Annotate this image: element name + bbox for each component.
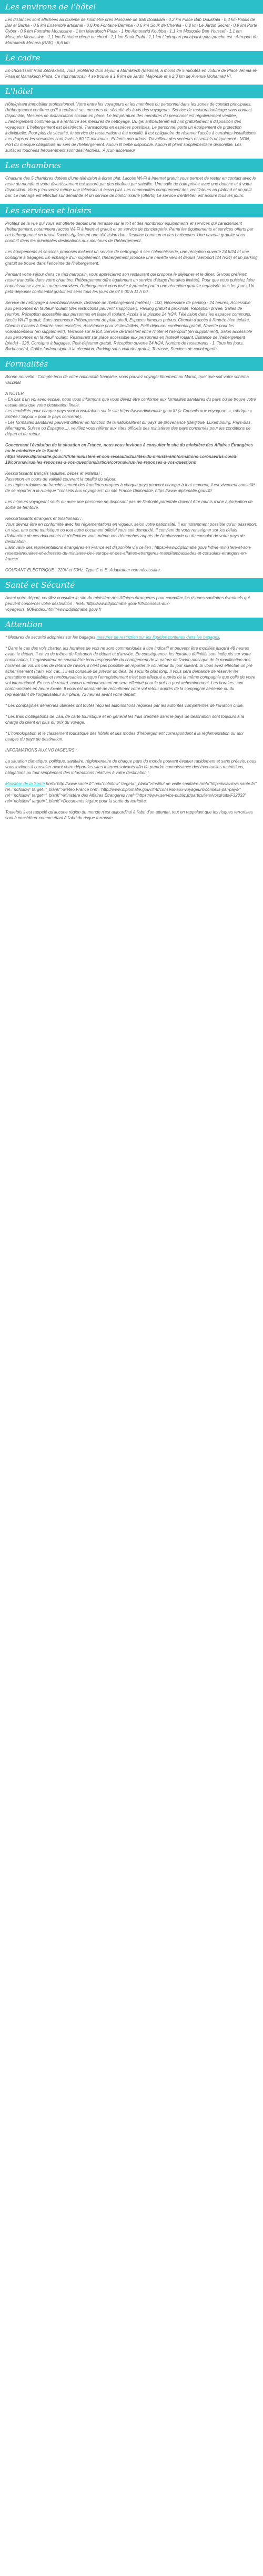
section-body-hotel [0,98,263,159]
section-title-hotel: L'hôtel [0,85,263,98]
section-title-chambres: Les chambres [0,159,263,172]
paragraph: La situation climatique, politique, sanitaire, réglementaire de chaque pays du monde pouvant évoluer rapidement et sans préavis, nous vous invitons à consulter avant votre départ les sites Internet suivants afin de prendre connaissance des éventuelles restrictions, obligations ou tout simplement des informations relatives à votre destination : [5,759,257,775]
paragraph: Les distances sont affichées au dixième de kilomètre près Mosquée de Bab Doukkala - 0,2 km Place Bab Doukkala - 0,3 km Palais de Dar el Bacha - 0,5 km Ensemble artisanal - 0,6 km Fontaine Berrima - 0,6 km Souk de Cherifia - 0,8 km Le Jardin Secret - 0,9 km Porte Cyber - 0,9 km Fontaine Mouassine - 1 km Marrakech Plaza - 1 km Almoravid Koubba - 1,1 km Mosquée Ben Youssef - 1,1 km Mosquée Mouassine - 1,1 km Fontaine chrob ou chouf - 1,1 km Souk Zrabi - 1,1 km L'aéroport principal le plus proche est : Aéroport de Marrakech Menara (RAK) - 6,6 km [5,17,258,45]
paragraph: * L'homologation et le classement touristique des hôtels et des modes d'hébergement correspondent à la réglementation ou aux usages du pays de destination. [5,731,244,742]
section-title-attention: Attention [0,618,263,631]
paragraph-text: * Mesures de sécurité adoptées sur les bagages [5,635,97,640]
section-title-sante: Santé et Sécurité [0,578,263,592]
paragraph: COURANT ELECTRIQUE : 220V et 50Hz. Type C et E. Adaptateur non nécessaire. [5,568,161,572]
section-sante [0,578,263,618]
liquids-restriction-link[interactable]: mesures de restriction sur les liquides contenus dans les bagages [96,635,219,640]
paragraph: En choisissant Riad Zebrakanis, vous profiterez d'un séjour à Marrakech (Médina), à moins de 5 minutes en voiture de Place Jemaa el-Fnaa et Marrakech Plaza. Ce riad marocain 4 se trouve à 1,9 km de Jardin Majorelle et à 2,3 km de Avenue Mohamed VI. [5,68,258,79]
section-chambres [0,159,263,204]
paragraph: Les mineurs voyageant seuls ou avec une personne ne disposant pas de l'autorité parentale doivent être munis d'une autorisation de sortie de territoire. [5,499,253,510]
paragraph: Service de nettoyage à sec/blanchisserie, Distance de l'hébergement (mètres) - 100, Nécessaire de parking - 24 heures, Accessible aux personnes en fauteuil roulant (des restrictions peuvent s'appliquer), Parking gratuit à proximité, Réception privée, Salles de réunion, Réception accessible aux personnes en fauteuil roulant, Accès à la piscine 24 h/24, Télévision dans les espaces communs, Accès Wi-Fi gratuit, Sans ascenseur (hébergement de plain-pied), Espaces fumeurs prévus, Chemin d'accès à l'entrée bien éclairé, Chemin d'accès à l'entrée sans escaliers, Assistance pour visites/billets, Petit-déjeuner continental gratuit, Navette pour les vols/ascenseur (en supplément), Terrasse sur le toit, Service de transfert entre l'hôtel et l'aéroport (en supplément), Salon accessible aux personnes en fauteuil roulant, Restaurant sur place accessible aux personnes en fauteuil roulant, Distance de l'hébergement (pieds) - 328, Consigne à bagages, Petit-déjeuner gratuit, Réception ouverte 24 h/24, Nombre de restaurants - 1, Tous les jours, Barbecue(s), Coffre-fort/consigne à la réception, Parking sans voiturier gratuit, Terrasse, Services de conciergerie [5,300,252,351]
section-body-attention [0,631,263,826]
section-title-cadre: Le cadre [0,51,263,65]
paragraph: * Les frais d'obligations de visa, de carte touristique et en général les frais d'entrée dans le pays de destination sont toujours à la charge du client en plus du prix du voyage. [5,714,244,725]
paragraph: Bonne nouvelle : Compte tenu de votre nationalité française, vous pouvez voyager librement au Maroc, quel que soit votre schéma vaccinal. [5,374,249,385]
section-body-formalites [0,371,263,578]
paragraph: Ressortissants français (adultes, bébés et enfants) : Passeport en cours de validité couvrant la totalité du séjour. Les règles relatives au franchissement des frontières propres à chaque pays peuvent changer à tout moment, il est vivement conseillé de se reporter à la rubrique "conseils aux voyageurs" du site France Diplomatie, https://www.diplomatie.gouv.fr/ [5,471,255,493]
paragraph-text: . [219,635,221,640]
section-environs [0,0,263,51]
paragraph: * Dans le cas des vols charter, les horaires de vols ne sont communiqués à titre indicatif et peuvent être modifiés jusqu'à 48 heures avant le départ. Il en va de même de l'aéroport de départ et d'arrivée. En conséquence, les horaires définitifs sont indiqués sur votre convocation. L'organisateur ne saurait être tenu responsable du changement de la nature de l'avion ainsi que de la modification des horaires de vol. En cas de retard de l'avion, il n'est pas possible de reporter le vol retour du jour suivant. Si vous avez effectué un pré acheminement (train, vol, car...) il est conseillé de prévoir un délai de sécurité plus long. Il vous sera demandé de réserver les prestations modifiables et remboursables lorsque l'enregistrement n'est pas effectué auprès de la même compagnie que celle de votre vol international. En cas de retard, aucun remboursement ne sera effectué pour le pré ou post acheminement. Les horaires sont communiqués en heure locale. Il vous est demandé de reconfirmer votre vol retour auprès de la compagnie aérienne ou du représentant de l'organisateur sur place, 72 heures avant votre départ. [5,646,256,697]
paragraph-text: href="http://www.sante.fr" rel="nofollow" target="_blank">Institut de veille sanitaire href="http://www.invs.sante.fr/" rel="nofollow" target="_blank">Météo France href="http://www.diplomatie.gouv.fr/fr/conseils-aux-voyageurs/conseils-par-pays/" rel="nofollow" target="_blank">Ministère des Affaires Étrangères href="https://www.service-public.fr/particuliers/vosdroits/F32833" rel="nofollow" target="_blank">Documents légaux pour la sortie du territoire. [5,781,257,804]
section-services [0,204,263,357]
section-hotel [0,85,263,159]
section-body-cadre [0,65,263,85]
section-title-formalites: Formalités [0,357,263,371]
paragraph: Profitez de la vue qui vous est offerte depuis une terrasse sur le toit et des nombreux équipements et services qui caractérisent l'hébergement, notamment l'accès Wi-Fi à Internet gratuit et un service de conciergerie. Parmi les équipements et services offerts par cet hébergement on trouve l'accès également une télévision dans l'espace commun et des barbecues. Une navette gratuite vous conduit dans les principales destinations aux alentours de l'hébergement. [5,221,254,243]
section-attention [0,618,263,826]
section-body-sante [0,592,263,618]
paragraph: Concernant l'évolution de la situation en France, nous vous invitons à consulter le site du ministère des Affaires Étrangères ou le ministère de la Santé : https://www.diplomatie.gouv.fr/fr/le-ministere-et-son-reseau/actualites-du-ministere/informations-coronavirus-covid-19/coronavirus-les-reponses-a-vos-questions/article/coronavirus-les-reponses-a-vos-questions [5,443,253,465]
paragraph [5,634,258,640]
paragraph: Toutefois il est rappelé qu'aucune région du monde n'est aujourd'hui à l'abri d'un attentat, tout en rappelant que les risques terroristes sont à considérer comme étant à l'abri du risque terroriste. [5,810,253,820]
section-body-chambres [0,172,263,204]
paragraph: Pendant votre séjour dans ce riad marocain, vous apprécierez son restaurant qui propose le déjeuner et le dîner. Si vous préférez rester tranquille dans votre chambre, l'hébergement offre également un service d'étage (horaires limités). Pour que vous puissiez faire connaissance avec les autres convives, l'hébergement vous invite à prendre part à une réception gratuite organisée tous les jours. Un petit-déjeuner continental gratuit est servi tous les jours de 07 h 00 à 11 h 00. [5,272,255,294]
paragraph: Hôte/gérant immobilier professionnel. Votre entre les voyageurs et les membres du personnel dans les zones de contact principales, l'hébergement confirme qu'il a renforcé ses mesures de sécurité vis-à-vis des voyageurs. Service de restauration/étage sans contact disponible, Mesures de distanciation sociale en place, Le température des membres du personnel est régulièrement vérifiée, L'hébergement confirme qu'il a renforcé ses mesures de nettoyage, Du gel antibactérien est mis gratuitement à disposition des voyageurs, L'hébergement est désinfecté, Transactions en espèces possibles. Le personnel porte un équipement de protection individuelle. Pour plus de sécurité, le service de restauration a été modifié. Il est obligatoire de réserver l'accès à certaines installations. Les draps et les serviettes sont lavés à 60 °C minimum., Enfants non admis. Travailleur des secteurs essentiels uniquement - NON, Port du masque obligatoire au sein de l'hébergement. Aucun lit bébé disponible. Aucun lit pliant supplémentaire disponible. Les surfaces touchées fréquemment sont désinfectées., Aucun ascenseur [5,102,257,153]
section-body-services [0,217,263,357]
section-cadre [0,51,263,85]
paragraph: Chacune des 5 chambres dotées d'une télévision à écran plat. Laccès Wi-Fi à Internet gratuit vous permet de rester en contact avec le reste du monde et votre divertissement est assuré par des chaînes par satellite. Une salle de bain privée avec une douche et à votre disposition. Vous y trouverez même une télévision à écran plat. Les commodités comprennent des ventilateurs au plafond et un petit bar. Le ménage est effectué sur demande et un service de blanchisserie (offerts) Le service d'entretien est assuré tous les jours. [5,176,256,198]
paragraph: A NOTER - En cas d'un vol avec escale, nous vous informons que vous devez être conforme aux formalités sanitaires du pays où se trouve votre escale ainsi que votre destination finale. Les modalités pour chaque pays sont consultables sur le site https://www.diplomatie.gouv.fr/ (« Conseils aux voyageurs », rubrique « Entrée / Séjour » pour le pays concerné). - Les formalités sanitaires peuvent différer en fonction de la nationalité et du pays de provenance (Belgique, Luxembourg, Pays-Bas, Allemagne, Suisse ou Espagne...), veuillez vous référer aux sites officiels des ministères des pays concernés pour les conditions de départ et de retour. [5,391,256,436]
paragraph: Avant votre départ, veuillez consulter le site du ministère des Affaires étrangères pour connaître les risques sanitaires éventuels qui peuvent concerner votre destination : href="http://www.diplomatie.gouv.fr/fr/conseils-aux-voyageurs_909/index.html">www.diplomatie.gouv.fr [5,596,250,612]
paragraph [5,781,258,804]
section-formalites [0,357,263,578]
paragraph: Les équipements et services proposés incluent un service de nettoyage à sec / blanchisserie, une réception ouverte 24 h/24 et une consigne à bagages. En échange d'un supplément, l'hébergement propose une navette vers et depuis l'aéroport (24 h/24) et un parking gratuit se trouve dans l'enceinte de l'hébergement. [5,249,258,266]
ministere-sante-link[interactable]: Ministère de la Santé [5,781,45,786]
paragraph: INFORMATIONS AUX VOYAGEURS : [5,748,77,753]
paragraph: Ressortissants étrangers et binationaux : Vous devrez être en conformité avec les réglementations en vigueur, selon votre nationalité. Il est notamment possible qu'un passeport, un visa, une carte touristique ou tout autre document officiel vous soit demandé. Il convient de vous renseigner sur les délais d'obtention de ces documents et d'effectuer vous-même vos démarches auprès de l'ambassade ou du consulat de votre pays de destination. L'annuaire des représentations étrangères en France est disponible via ce lien : https://www.diplomatie.gouv.fr/fr/le-ministere-et-son-reseau/annuaires-et-adresses-du-ministere-de-l-europe-et-des-affaires-etrangeres-maedi/ambassades-et-consulats-etrangers-en-france/ [5,516,258,561]
section-title-services: Les services et loisirs [0,204,263,217]
section-title-environs: Les environs de l'hôtel [0,0,263,14]
section-body-environs [0,14,263,51]
paragraph: * Les compagnies aériennes utilisées ont toutes reçu les autorisations requises par les autorités compétentes de l'aviation civile. [5,703,244,708]
